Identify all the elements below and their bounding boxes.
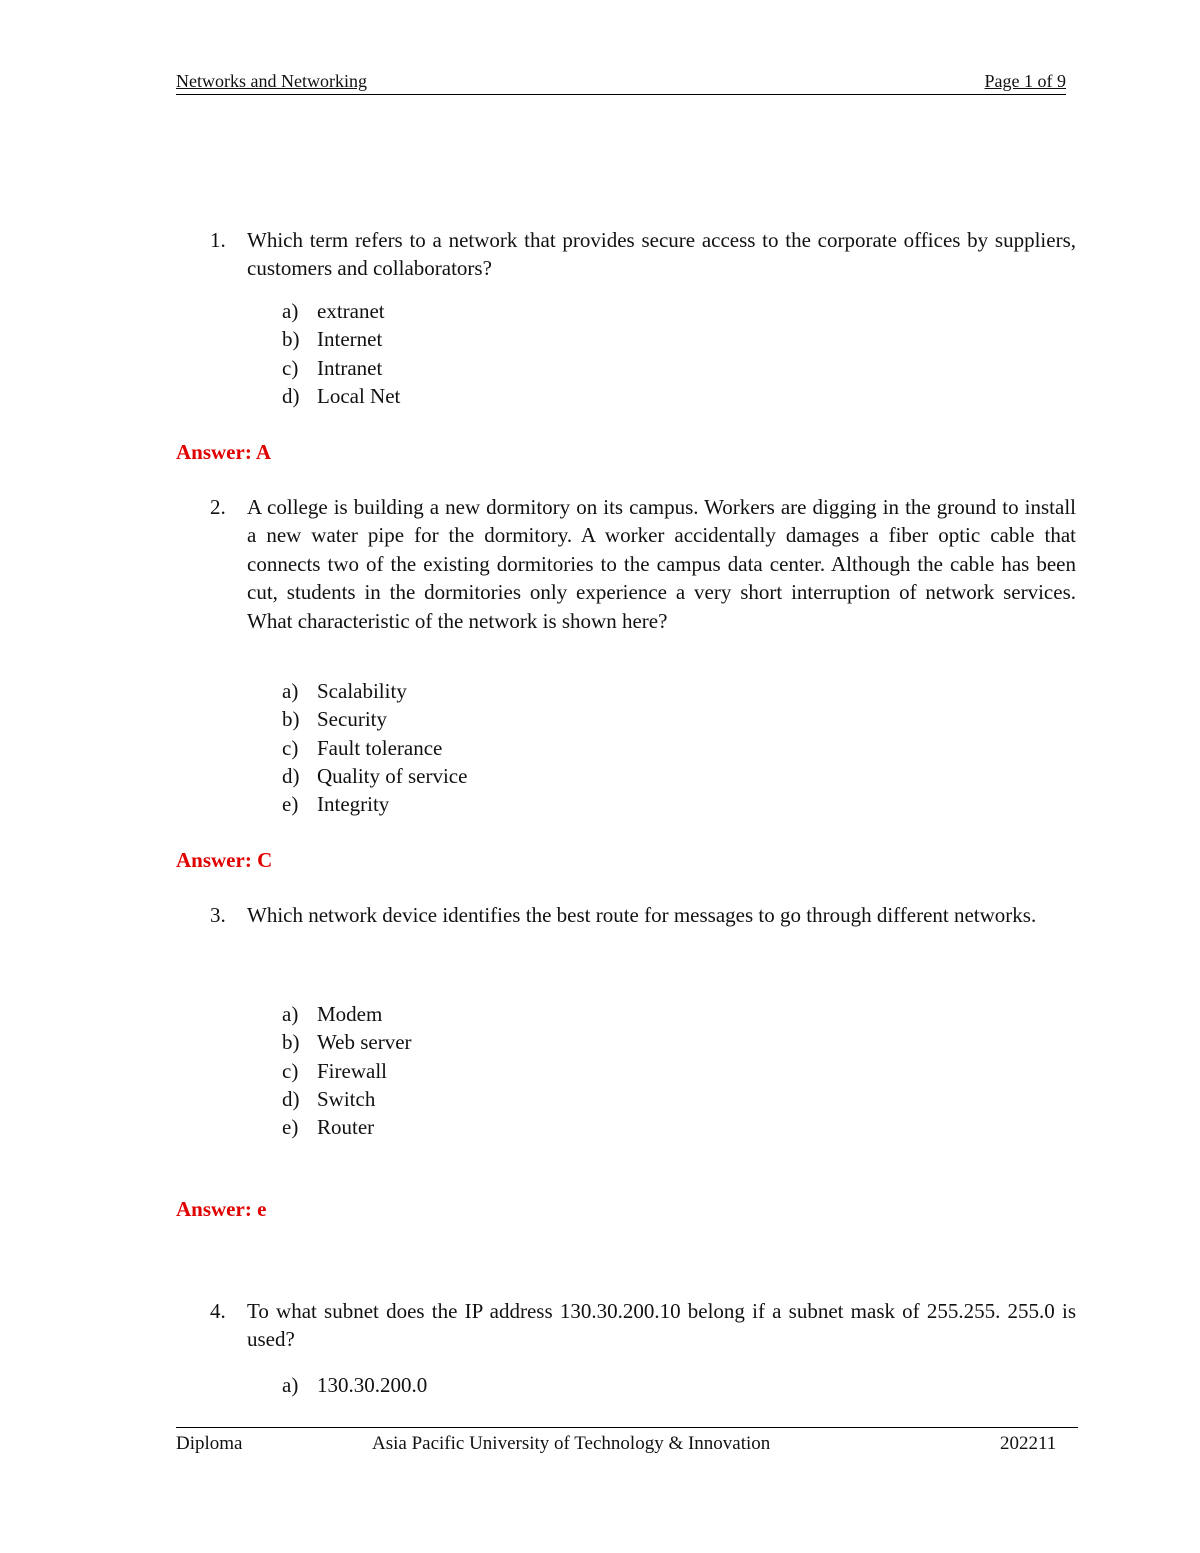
option-label: e) xyxy=(282,792,299,817)
question-number: 4. xyxy=(210,1299,226,1323)
option-text: Scalability xyxy=(317,679,407,703)
option-label: d) xyxy=(282,1086,300,1111)
option-text: Fault tolerance xyxy=(317,735,443,760)
option-label: e) xyxy=(282,1115,299,1140)
option-text: extranet xyxy=(317,299,385,323)
option-text: Switch xyxy=(317,1086,376,1111)
answer-3: Answer: e xyxy=(176,1197,267,1221)
option-label: c) xyxy=(282,735,299,760)
option-text: Firewall xyxy=(317,1058,387,1083)
option-text: Web server xyxy=(317,1030,412,1055)
question-text: A college is building a new dormitory on its campus. Workers are digging in the ground to install a new water pipe for the dormitory. A worker accidentally damages a fiber optic cable that connects two of the existing dormitories to the campus data center. Although the cable has been cut, students in the dormitories only experience a very short interruption of network services. What characteristic of the network is shown here? xyxy=(247,495,1076,633)
question-number: 2. xyxy=(210,495,226,519)
option-label: b) xyxy=(282,1030,300,1055)
question-1 xyxy=(210,226,1076,283)
option-label: a) xyxy=(282,299,299,323)
option-label: b) xyxy=(282,707,300,732)
question-number: 3. xyxy=(210,903,226,927)
option-label: b) xyxy=(282,327,300,352)
option-text: Modem xyxy=(317,1002,383,1026)
question-text: To what subnet does the IP address 130.30.200.10 belong if a subnet mask of 255.255. 255.0 is used? xyxy=(247,1299,1076,1352)
option-text: Security xyxy=(317,707,387,732)
option-label: c) xyxy=(282,1058,299,1083)
question-text: Which term refers to a network that provides secure access to the corporate offices by suppliers, customers and collaborators? xyxy=(247,228,1076,281)
page-header xyxy=(176,70,1066,95)
option-label: a) xyxy=(282,1373,299,1397)
footer-institution: Asia Pacific University of Technology & Innovation xyxy=(372,1433,771,1454)
option-text: Internet xyxy=(317,327,383,352)
option-text: Integrity xyxy=(317,792,390,817)
question-4 xyxy=(210,1297,1076,1354)
option-label: a) xyxy=(282,1002,299,1026)
option-text: Intranet xyxy=(317,355,383,380)
option-text: 130.30.200.0 xyxy=(317,1373,428,1397)
option-text: Local Net xyxy=(317,383,401,408)
option-label: d) xyxy=(282,763,300,788)
footer-code: 202211 xyxy=(1000,1433,1057,1454)
option-text: Quality of service xyxy=(317,763,468,788)
question-2 xyxy=(210,493,1076,635)
question-number: 1. xyxy=(210,228,226,252)
document-title: Networks and Networking xyxy=(176,71,367,91)
option-label: c) xyxy=(282,355,299,380)
footer-divider xyxy=(176,1427,1078,1428)
question-text: Which network device identifies the best route for messages to go through different networks. xyxy=(247,903,1037,927)
question-3 xyxy=(210,901,1076,929)
answer-1: Answer: A xyxy=(176,440,272,464)
option-label: a) xyxy=(282,679,299,703)
answer-2: Answer: C xyxy=(176,848,273,872)
option-label: d) xyxy=(282,383,300,408)
option-text: Router xyxy=(317,1115,375,1140)
page-number: Page 1 of 9 xyxy=(984,71,1066,91)
footer-program: Diploma xyxy=(176,1433,243,1454)
